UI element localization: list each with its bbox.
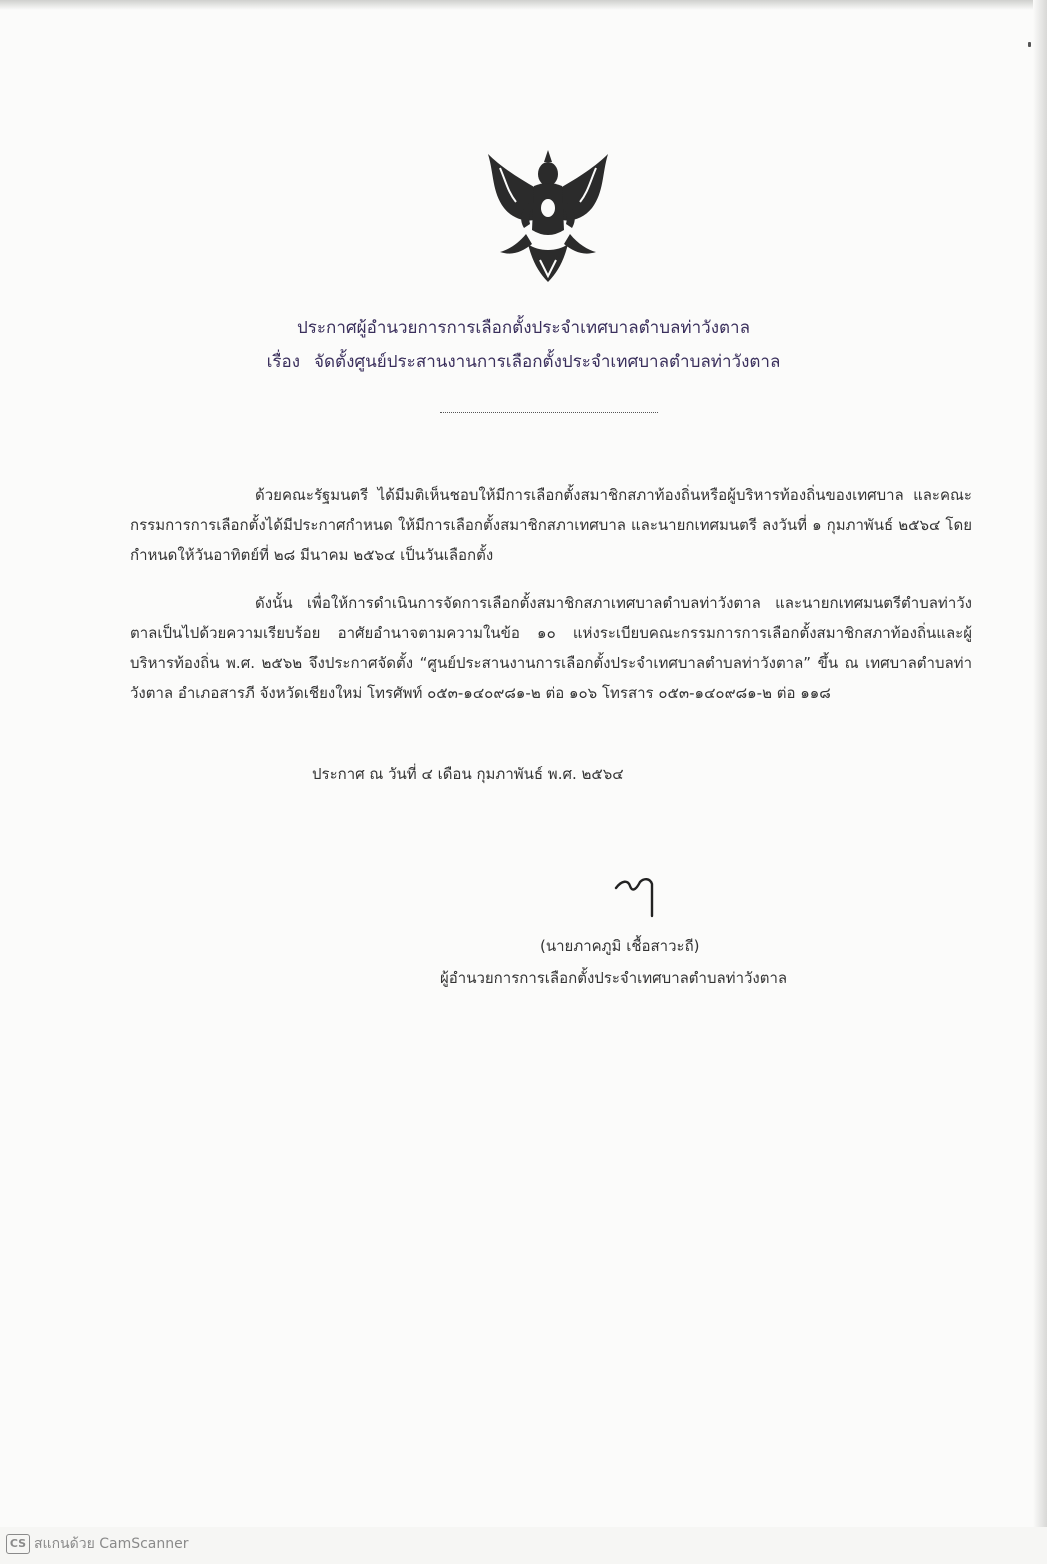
scan-edge-top	[0, 0, 1047, 10]
scan-speck	[1028, 42, 1031, 47]
body-paragraph-1: ด้วยคณะรัฐมนตรี ได้มีมติเห็นชอบให้มีการเลือกตั้งสมาชิกสภาท้องถิ่นหรือผู้บริหารท้องถิ่นของเทศบาล และคณะกรรมการการเลือกตั้งได้มีประกาศกำหนด ให้มีการเลือกตั้งสมาชิกสภาเทศบาล และนายกเทศมนตรี ลงวันที่ ๑ กุมภาพันธ์ ๒๕๖๔ โดยกำหนดให้วันอาทิตย์ที่ ๒๘ มีนาคม ๒๕๖๔ เป็นวันเลือกตั้ง	[130, 486, 972, 564]
subject-text: จัดตั้งศูนย์ประสานงานการเลือกตั้งประจำเทศบาลตำบลท่าวังตาล	[314, 352, 781, 372]
announcement-title: ประกาศผู้อำนวยการการเลือกตั้งประจำเทศบาลตำบลท่าวังตาล	[296, 318, 751, 338]
camscanner-watermark	[6, 1533, 189, 1555]
signatory-position: ผู้อำนวยการการเลือกตั้งประจำเทศบาลตำบลท่าวังตาล	[440, 969, 788, 987]
announcement-date: ประกาศ ณ วันที่ ๔ เดือน กุมภาพันธ์ พ.ศ. ๒๕๖๔	[312, 765, 624, 783]
dotted-divider	[440, 412, 658, 413]
body-paragraph-2: ดังนั้น เพื่อให้การดำเนินการจัดการเลือกตั้งสมาชิกสภาเทศบาลตำบลท่าวังตาล และนายกเทศมนตรีตำบลท่าวังตาลเป็นไปด้วยความเรียบร้อย อาศัยอำนาจตามความในข้อ ๑๐ แห่งระเบียบคณะกรรมการการเลือกตั้งสมาชิกสภาท้องถิ่นและผู้บริหารท้องถิ่น พ.ศ. ๒๕๖๒ จึงประกาศจัดตั้ง “ศูนย์ประสานงานการเลือกตั้งประจำเทศบาลตำบลท่าวังตาล” ขึ้น ณ เทศบาลตำบลท่าวังตาล อำเภอสารภี จังหวัดเชียงใหม่ โทรศัพท์ ๐๕๓-๑๔๐๙๘๑-๒ ต่อ ๑๐๖ โทรสาร ๐๕๓-๑๔๐๙๘๑-๒ ต่อ ๑๑๘	[130, 594, 972, 702]
watermark-text: สแกนด้วย CamScanner	[34, 1536, 189, 1552]
signatory-name: (นายภาคภูมิ เชื้อสาวะถี)	[540, 937, 700, 955]
camscanner-logo-icon: CS	[6, 1534, 30, 1554]
announcement-subject	[0, 348, 1047, 375]
subject-label: เรื่อง	[266, 352, 301, 372]
scan-edge-right	[1033, 0, 1047, 1527]
signature-mark	[612, 874, 668, 918]
garuda-emblem-icon	[478, 148, 618, 284]
